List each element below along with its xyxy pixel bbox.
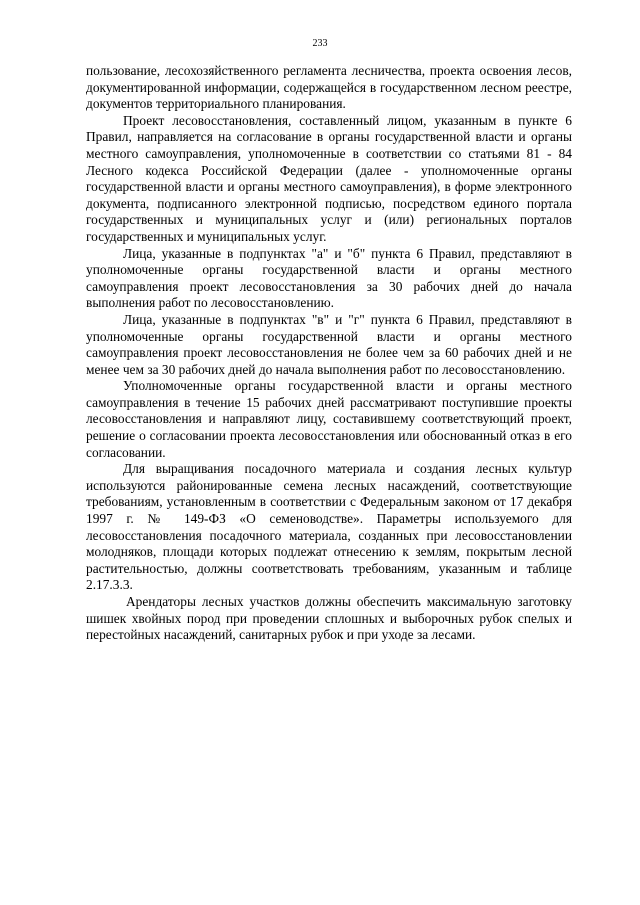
- paragraph-approval-procedure: Проект лесовосстановления, составленный лицом, указанным в пункте 6 Правил, направляется на согласование в органы государственной власти и органы местного самоуправления, уполномоченные в соответствии со статьями 81 - 84 Лесного кодекса Российской Федерации (далее - уполномоченные органы государственной власти и органы местного самоуправления), в форме электронного документа, подписанного электронной подписью, посредством единого портала государственных и муниципальных услуг и (или) региональных порталов государственных и муниципальных услуг.: [86, 112, 572, 244]
- page-number: 233: [312, 38, 328, 49]
- paragraph-continuation: пользование, лесохозяйственного регламента лесничества, проекта освоения лесов, документированной информации, содержащейся в государственном лесном реестре, документов территориального планирования.: [86, 63, 572, 112]
- paragraph-deadline-v-g: Лица, указанные в подпунктах "в" и "г" пункта 6 Правил, представляют в уполномоченные органы государственной власти и органы местного самоуправления проект лесовосстановления не более чем за 60 рабочих дней и не менее чем за 30 рабочих дней до начала выполнения работ по лесовосстановлению.: [86, 311, 572, 377]
- paragraph-review-period: Уполномоченные органы государственной власти и органы местного самоуправления в течение 15 рабочих дней рассматривают поступившие проекты лесовосстановления и направляют лицу, составившему соответствующий проект, решение о согласовании проекта лесовосстановления или обоснованный отказ в его согласовании.: [86, 378, 572, 460]
- document-body: [86, 63, 572, 644]
- paragraph-cone-harvesting: Арендаторы лесных участков должны обеспечить максимальную заготовку шишек хвойных пород при проведении сплошных и выборочных рубок спелых и перестойных насаждений, санитарных рубок и при уходе за лесами.: [86, 594, 572, 643]
- paragraph-seed-requirements: Для выращивания посадочного материала и создания лесных культур используются районированные семена лесных насаждений, соответствующие требованиям, установленным в соответствии с Федеральным законом от 17 декабря 1997 г. № 149-ФЗ «О семеноводстве». Параметры используемого для лесовосстановления посадочного материала, созданных при лесовосстановлении молодняков, площади которых подлежат отнесению к землям, покрытым лесной растительностью, должны соответствовать требованиям, указанным и таблице 2.17.3.3.: [86, 461, 572, 593]
- paragraph-deadline-a-b: Лица, указанные в подпунктах "а" и "б" пункта 6 Правил, представляют в уполномоченные органы государственной власти и органы местного самоуправления проект лесовосстановления за 30 рабочих дней до начала выполнения работ по лесовосстановлению.: [86, 245, 572, 311]
